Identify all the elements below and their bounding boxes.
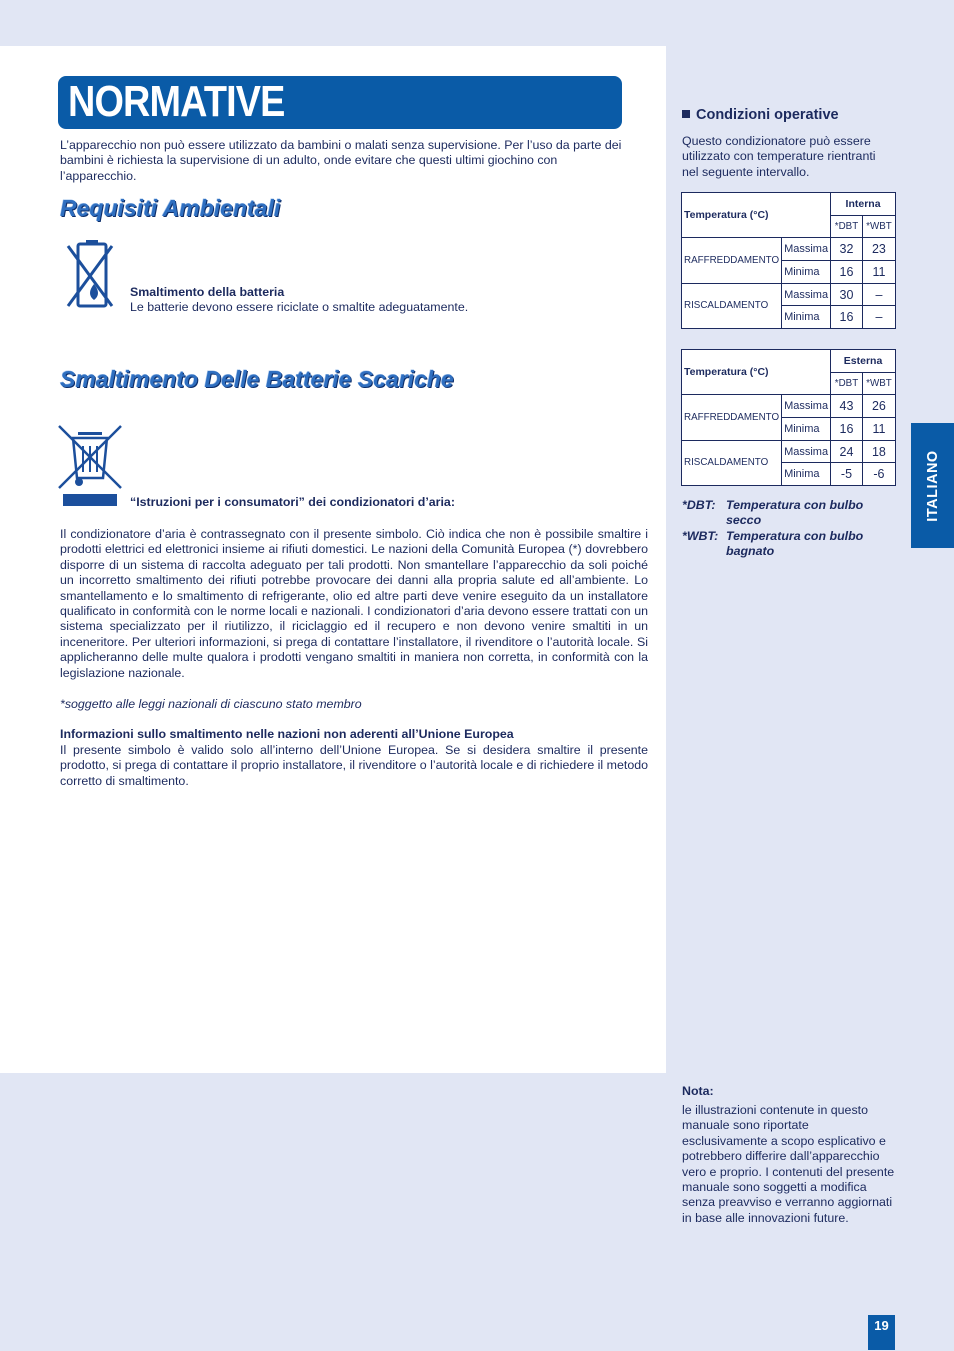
row-label-min: Minima: [782, 306, 831, 329]
language-tab-label: ITALIANO: [924, 449, 941, 522]
note-text: le illustrazioni contenute in questo manuale sono riportate esclusivamente a scopo esplicativo e potrebbero differire dall’apparecchio vero e proprio. I contenuti del presente manuale sono soggetti a modifica senza preavviso e verranno aggiornati in base alle innovazioni future.: [682, 1103, 895, 1225]
section-heading-smaltimento: Smaltimento Delle Batterie Scariche: [60, 366, 454, 392]
table-cell: 16: [831, 306, 863, 329]
indoor-temperature-table: [681, 192, 896, 329]
table-cell: 43: [831, 395, 863, 418]
table-cell: 23: [862, 238, 895, 261]
table-cell: –: [862, 283, 895, 306]
operating-conditions-heading: Condizioni operative: [682, 107, 839, 123]
temperature-label: Temperatura (°C): [682, 350, 831, 395]
row-label-max: Massima: [782, 395, 831, 418]
intro-paragraph: L’apparecchio non può essere utilizzato da bambini o malati senza supervisione. Per l’uso da parte dei bambini è richiesta la supervisione di un adulto, onde evitare che questi ultimi giochino con l’apparecchio.: [60, 138, 622, 183]
table-cell: 16: [831, 261, 863, 284]
battery-disposal-text: Le batterie devono essere riciclate o smaltite adeguatamente.: [130, 300, 469, 314]
row-label-max: Massima: [782, 283, 831, 306]
legend-item: *DBT: Temperatura con bulbo secco: [682, 498, 864, 528]
table-cell: 24: [831, 440, 863, 463]
table-cell: 26: [862, 395, 895, 418]
table-cell: 11: [862, 418, 895, 441]
row-label-min: Minima: [782, 261, 831, 284]
table-cell: 16: [831, 418, 863, 441]
temperature-label: Temperatura (°C): [682, 193, 831, 238]
table-cell: 11: [862, 261, 895, 284]
wbt-header: *WBT: [862, 215, 895, 238]
page-title: NORMATIVE: [68, 77, 285, 126]
dbt-header: *DBT: [831, 372, 863, 395]
indoor-header: Interna: [831, 193, 896, 216]
legend-item: *WBT: Temperatura con bulbo bagnato: [682, 528, 864, 559]
mode-cooling: RAFFREDDAMENTO: [682, 238, 782, 283]
note-heading: Nota:: [682, 1084, 714, 1098]
non-eu-info-text: Il presente simbolo è valido solo all’interno dell’Unione Europea. Se si desidera smaltire il presente prodotto, si prega di contattare il proprio installatore, il rivenditore o l’autorità locale e di richiedere il metodo corretto di smaltimento.: [60, 743, 648, 788]
table-cell: 32: [831, 238, 863, 261]
row-label-max: Massima: [782, 440, 831, 463]
disposal-body-text: Il condizionatore d’aria è contrassegnato con il presente simbolo. Ciò indica che non è possibile smaltire i prodotti elettrici ed elettronici insieme ai rifiuti domestici. Le nazioni della Comunità Europea (*) dovrebbero disporre di un sistema di raccolta adeguato per tali prodotti. Non smantellare l’apparecchio da soli poiché un incorretto smaltimento dei rifiuti potrebbe provocare dei danni alla propria salute ed all’ambiente. Lo smantellamento e lo smaltimento di refrigerante, olio ed altre parti deve venire eseguito da un installatore qualificato in conformità con le norme locali e nazionali. I condizionatori d’aria devono essere trattati con un sistema specializzato per il riutilizzo, il riciclaggio ed il recupero e non devono venire smaltiti in un inceneritore. Per ulteriori informazioni, si prega di contattare l’installatore, il rivenditore o l’autorità locale. Si applicheranno delle multe qualora i prodotti vengano smaltiti in maniera non corretta, in conformità con la legislazione nazionale.: [60, 527, 648, 680]
operating-conditions-paragraph: Questo condizionatore può essere utilizzato con temperature rientranti nel seguente intervallo.: [682, 134, 876, 179]
outdoor-temperature-table: [681, 349, 896, 486]
table-cell: 18: [862, 440, 895, 463]
square-bullet-icon: [682, 110, 690, 118]
section-heading-requisiti: Requisiti Ambientali: [60, 195, 281, 221]
row-label-max: Massima: [782, 238, 831, 261]
row-label-min: Minima: [782, 418, 831, 441]
table-cell: 30: [831, 283, 863, 306]
mode-cooling: RAFFREDDAMENTO: [682, 395, 782, 440]
table-cell: -5: [831, 463, 863, 486]
battery-disposal-title: Smaltimento della batteria: [130, 285, 285, 299]
outdoor-header: Esterna: [831, 350, 896, 373]
consumer-instructions-title: “Istruzioni per i consumatori” dei condizionatori d’aria:: [130, 495, 455, 509]
title-banner: [58, 76, 622, 129]
mode-heating: RISCALDAMENTO: [682, 440, 782, 485]
crossed-battery-icon: [64, 240, 116, 312]
language-tab: [911, 423, 954, 548]
dbt-header: *DBT: [831, 215, 863, 238]
footnote-text: *soggetto alle leggi nazionali di ciascuno stato membro: [60, 697, 362, 711]
wbt-header: *WBT: [862, 372, 895, 395]
crossed-wheelie-bin-icon: [57, 424, 123, 508]
page-number: 19: [868, 1315, 895, 1350]
non-eu-info-title: Informazioni sullo smaltimento nelle nazioni non aderenti all’Unione Europea: [60, 727, 514, 741]
table-cell: –: [862, 306, 895, 329]
abbreviation-legend: [682, 498, 886, 560]
row-label-min: Minima: [782, 463, 831, 486]
mode-heating: RISCALDAMENTO: [682, 283, 782, 328]
table-cell: -6: [862, 463, 895, 486]
